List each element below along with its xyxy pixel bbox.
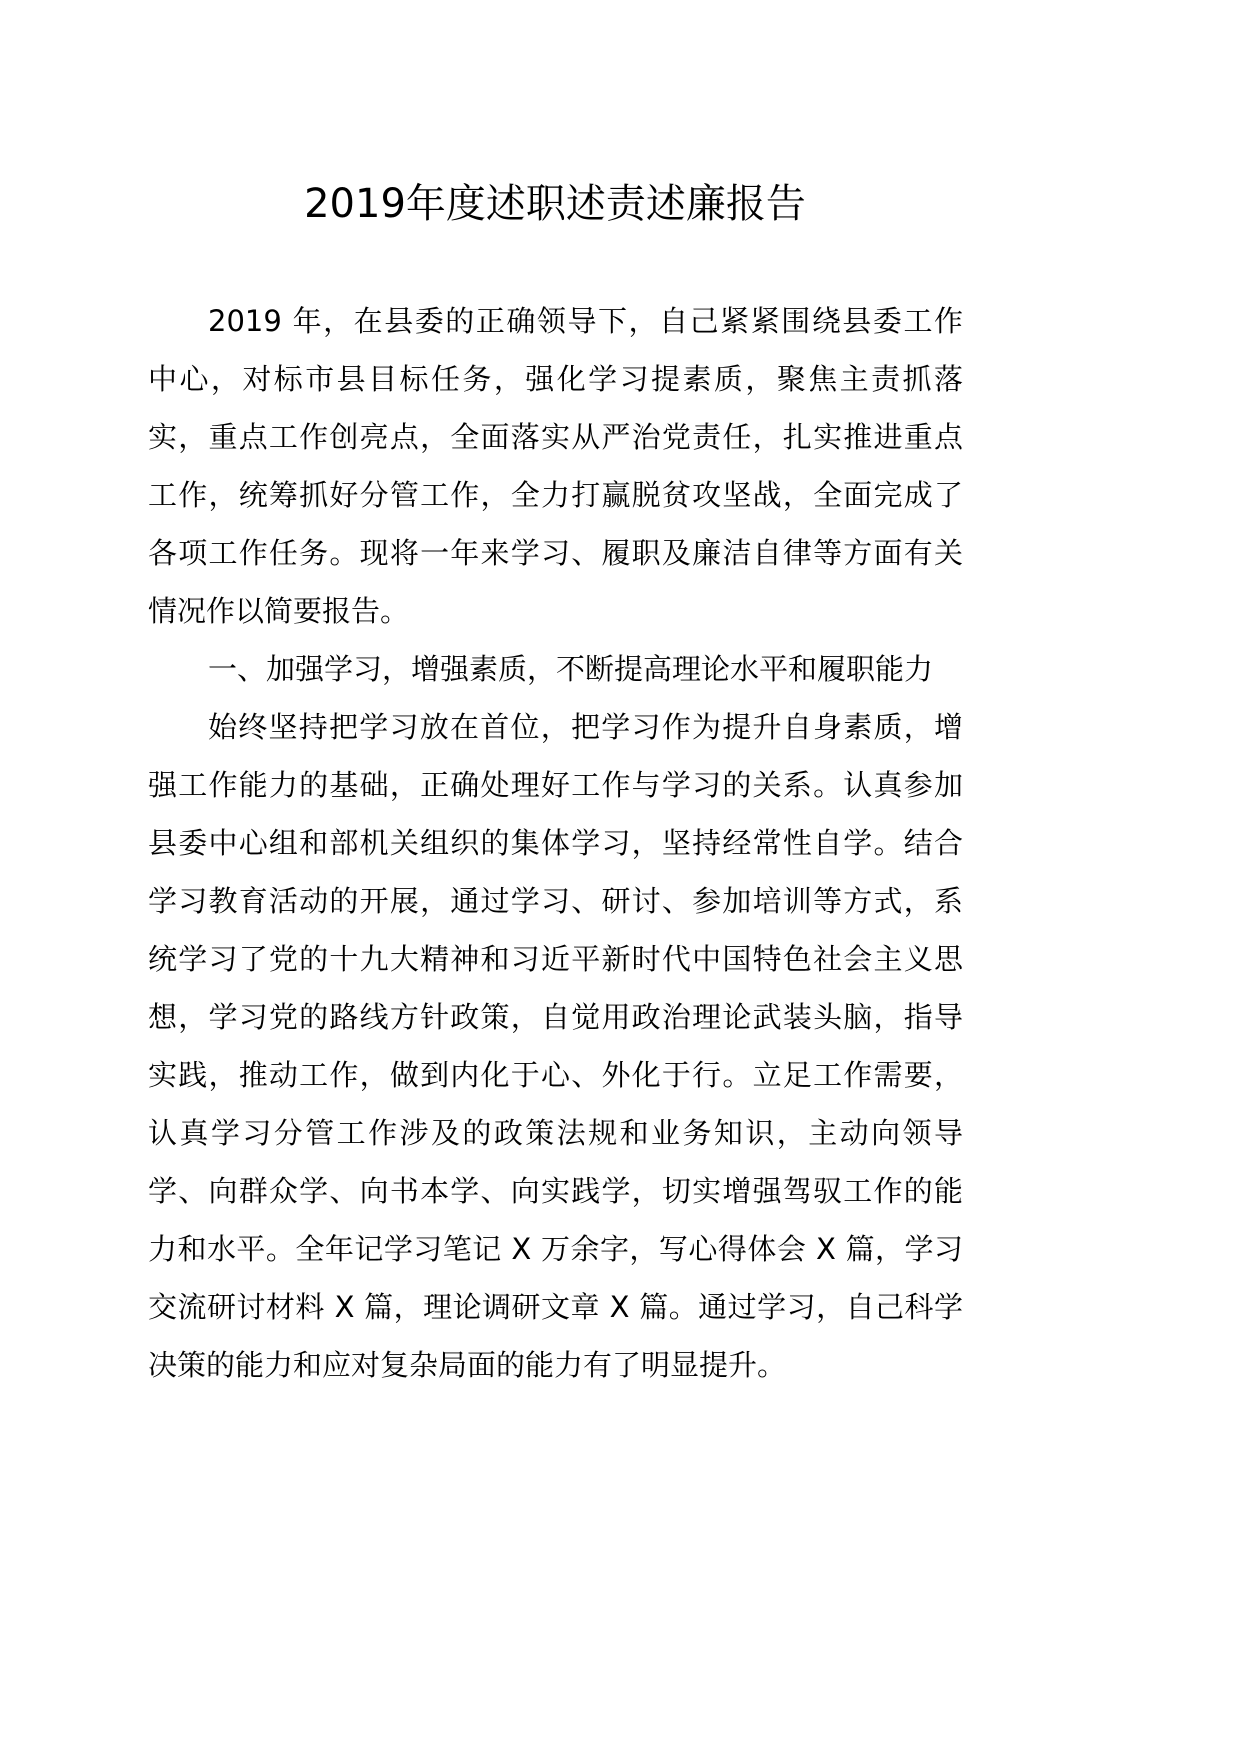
text-line: 实践，推动工作，做到内化于心、外化于行。立足工作需要， bbox=[148, 1058, 963, 1092]
text-line: 交流研讨材料 X 篇，理论调研文章 X 篇。通过学习，自己科学 bbox=[148, 1290, 963, 1324]
document-body bbox=[148, 292, 963, 1394]
text-line: 认真学习分管工作涉及的政策法规和业务知识，主动向领导 bbox=[148, 1116, 963, 1150]
text-line: 县委中心组和部机关组织的集体学习，坚持经常性自学。结合 bbox=[148, 826, 963, 860]
text-line: 各项工作任务。现将一年来学习、履职及廉洁自律等方面有关 bbox=[148, 536, 963, 570]
text-line: 工作，统筹抓好分管工作，全力打赢脱贫攻坚战，全面完成了 bbox=[148, 478, 963, 512]
section-heading-text: 一、加强学习，增强素质，不断提高理论水平和履职能力 bbox=[208, 652, 934, 686]
text-line: 中心，对标市县目标任务，强化学习提素质，聚焦主责抓落 bbox=[148, 362, 963, 396]
text-line: 2019 年，在县委的正确领导下，自己紧紧围绕县委工作 bbox=[208, 304, 963, 338]
text-line: 想，学习党的路线方针政策，自觉用政治理论武装头脑，指导 bbox=[148, 1000, 963, 1034]
text-line: 实，重点工作创亮点，全面落实从严治党责任，扎实推进重点 bbox=[148, 420, 963, 454]
text-line: 情况作以简要报告。 bbox=[148, 594, 410, 628]
section-heading-1 bbox=[148, 640, 963, 698]
text-line: 始终坚持把学习放在首位，把学习作为提升自身素质，增 bbox=[208, 710, 963, 744]
text-line: 力和水平。全年记学习笔记 X 万余字，写心得体会 X 篇，学习 bbox=[148, 1232, 963, 1266]
text-line: 统学习了党的十九大精神和习近平新时代中国特色社会主义思 bbox=[148, 942, 963, 976]
document-title: 2019年度述职述责述廉报告 bbox=[304, 181, 806, 227]
paragraph-study bbox=[148, 698, 963, 1394]
text-line: 学习教育活动的开展，通过学习、研讨、参加培训等方式，系 bbox=[148, 884, 963, 918]
paragraph-intro bbox=[148, 292, 963, 640]
text-line: 决策的能力和应对复杂局面的能力有了明显提升。 bbox=[148, 1348, 787, 1382]
text-line: 学、向群众学、向书本学、向实践学，切实增强驾驭工作的能 bbox=[148, 1174, 963, 1208]
text-line: 强工作能力的基础，正确处理好工作与学习的关系。认真参加 bbox=[148, 768, 963, 802]
